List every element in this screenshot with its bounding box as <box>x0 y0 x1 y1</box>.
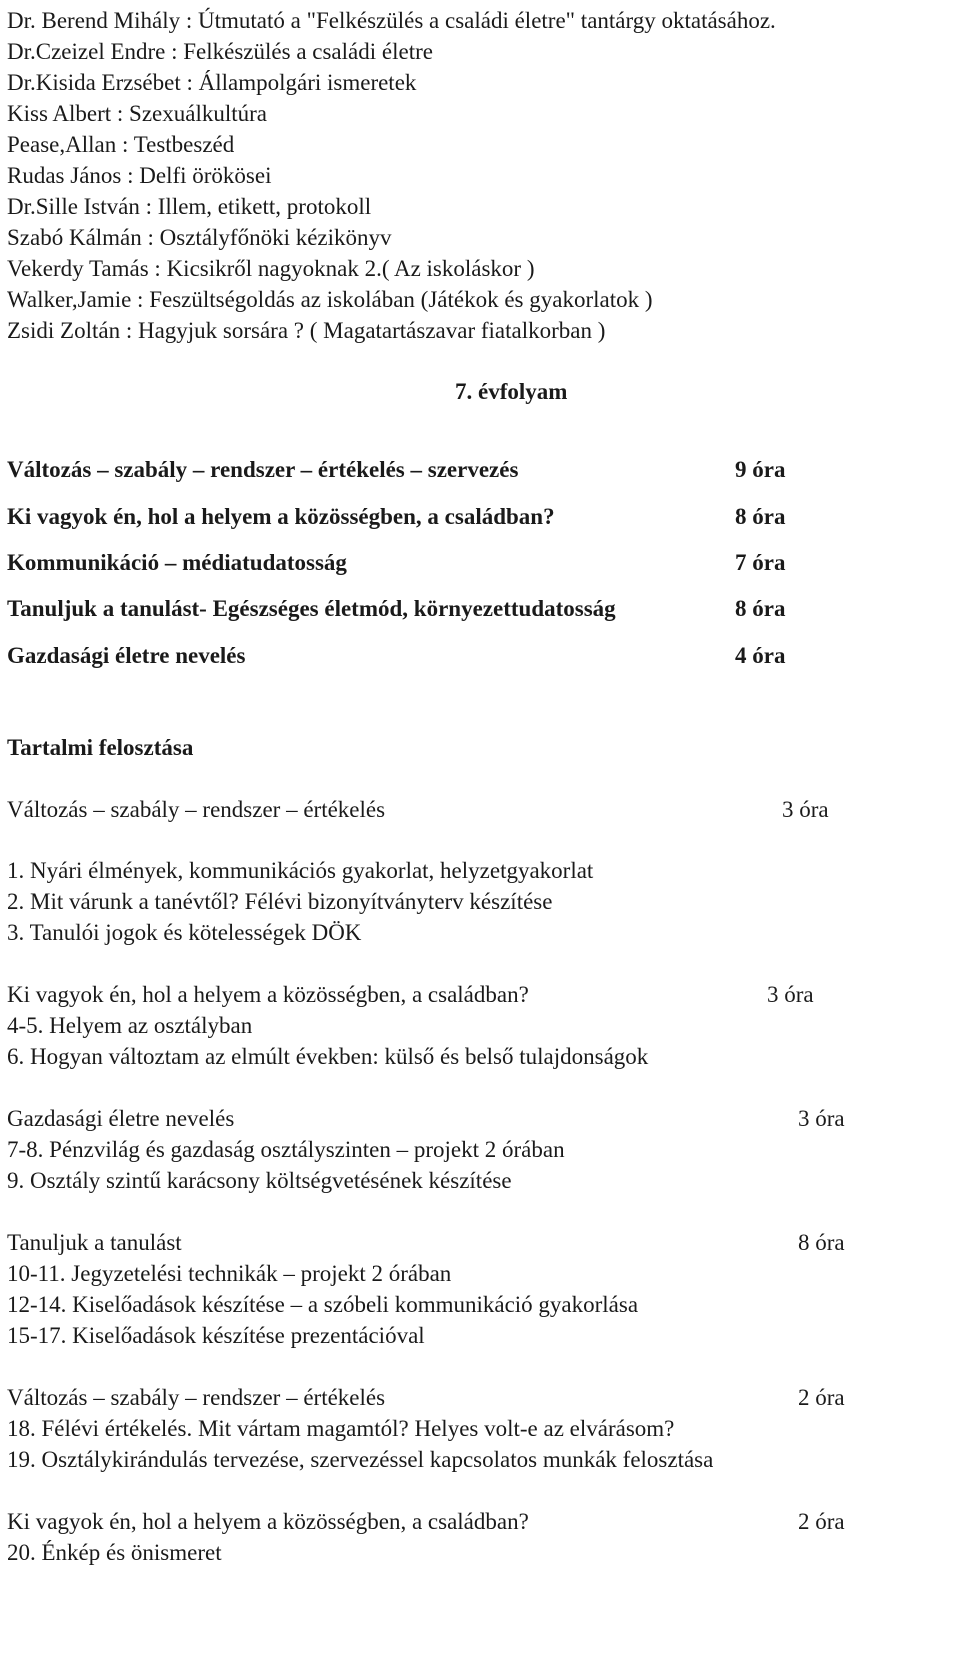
section-item: 20. Énkép és önismeret <box>7 1540 222 1565</box>
section-title: Gazdasági életre nevelés <box>7 1106 235 1131</box>
overview-hours: 4 óra <box>735 643 786 668</box>
overview-topic: Tanuljuk a tanulást- Egészséges életmód, környezettudatosság <box>7 596 616 621</box>
bibliography-item: Zsidi Zoltán : Hagyjuk sorsára ? ( Magatartászavar fiatalkorban ) <box>7 318 606 343</box>
section-item: 2. Mit várunk a tanévtől? Félévi bizonyítványterv készítése <box>7 889 553 914</box>
overview-topic: Gazdasági életre nevelés <box>7 643 246 668</box>
overview-hours: 8 óra <box>735 596 786 621</box>
bibliography-item: Dr.Kisida Erzsébet : Állampolgári ismeretek <box>7 70 417 95</box>
bibliography-item: Vekerdy Tamás : Kicsikről nagyoknak 2.( Az iskoláskor ) <box>7 256 535 281</box>
overview-topic: Változás – szabály – rendszer – értékelés – szervezés <box>7 457 519 482</box>
section-item: 15-17. Kiselőadások készítése prezentációval <box>7 1323 425 1348</box>
section-hours: 8 óra <box>798 1230 845 1255</box>
bibliography-item: Walker,Jamie : Feszültségoldás az iskolában (Játékok és gyakorlatok ) <box>7 287 653 312</box>
bibliography-item: Kiss Albert : Szexuálkultúra <box>7 101 267 126</box>
section-item: 4-5. Helyem az osztályban <box>7 1013 253 1038</box>
bibliography-item: Dr.Czeizel Endre : Felkészülés a családi életre <box>7 39 433 64</box>
overview-hours: 9 óra <box>735 457 786 482</box>
section-item: 10-11. Jegyzetelési technikák – projekt 2 órában <box>7 1261 452 1286</box>
bibliography-item: Dr. Berend Mihály : Útmutató a "Felkészülés a családi életre" tantárgy oktatásához. <box>7 8 776 33</box>
bibliography-item: Szabó Kálmán : Osztályfőnöki kézikönyv <box>7 225 392 250</box>
section-item: 12-14. Kiselőadások készítése – a szóbeli kommunikáció gyakorlása <box>7 1292 639 1317</box>
grade-heading: 7. évfolyam <box>455 379 568 404</box>
section-hours: 2 óra <box>798 1385 845 1410</box>
section-title: Változás – szabály – rendszer – értékelés <box>7 797 386 822</box>
overview-topic: Ki vagyok én, hol a helyem a közösségben, a családban? <box>7 504 555 529</box>
section-title: Tanuljuk a tanulást <box>7 1230 182 1255</box>
bibliography-item: Rudas János : Delfi örökösei <box>7 163 272 188</box>
section-hours: 3 óra <box>782 797 829 822</box>
content-heading: Tartalmi felosztása <box>7 735 194 760</box>
bibliography-item: Dr.Sille István : Illem, etikett, protokoll <box>7 194 372 219</box>
section-item: 18. Félévi értékelés. Mit vártam magamtól? Helyes volt-e az elvárásom? <box>7 1416 675 1441</box>
overview-topic: Kommunikáció – médiatudatosság <box>7 550 347 575</box>
bibliography-item: Pease,Allan : Testbeszéd <box>7 132 235 157</box>
section-hours: 2 óra <box>798 1509 845 1534</box>
section-title: Változás – szabály – rendszer – értékelés <box>7 1385 386 1410</box>
section-hours: 3 óra <box>798 1106 845 1131</box>
section-item: 3. Tanulói jogok és kötelességek DÖK <box>7 920 362 945</box>
section-item: 7-8. Pénzvilág és gazdaság osztályszinten – projekt 2 órában <box>7 1137 565 1162</box>
section-item: 9. Osztály szintű karácsony költségvetésének készítése <box>7 1168 512 1193</box>
section-item: 1. Nyári élmények, kommunikációs gyakorlat, helyzetgyakorlat <box>7 858 594 883</box>
overview-hours: 7 óra <box>735 550 786 575</box>
overview-hours: 8 óra <box>735 504 786 529</box>
section-item: 19. Osztálykirándulás tervezése, szervezéssel kapcsolatos munkák felosztása <box>7 1447 714 1472</box>
section-title: Ki vagyok én, hol a helyem a közösségben, a családban? <box>7 1509 529 1534</box>
section-title: Ki vagyok én, hol a helyem a közösségben, a családban? <box>7 982 529 1007</box>
section-hours: 3 óra <box>767 982 814 1007</box>
section-item: 6. Hogyan változtam az elmúlt években: külső és belső tulajdonságok <box>7 1044 649 1069</box>
